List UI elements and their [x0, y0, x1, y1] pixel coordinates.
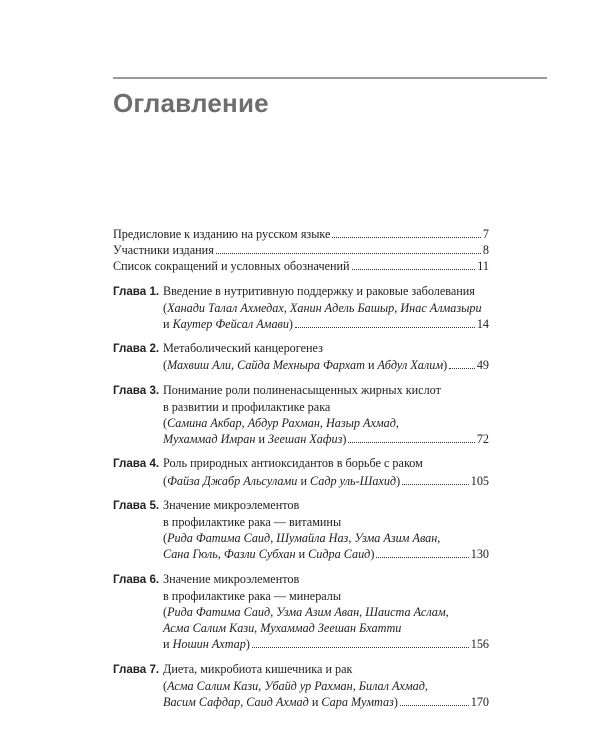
chapter-entry[interactable] — [113, 497, 489, 563]
chapter-line — [113, 546, 489, 562]
page-number: 156 — [470, 637, 489, 652]
chapter-label: Глава 6. — [113, 572, 160, 586]
chapter-line — [113, 588, 489, 604]
author-name: Сара Мумтаз — [321, 695, 394, 710]
chapter-authors: и Каутер Фейсал Амави) — [163, 317, 293, 332]
author-name: Ханади Талал Ахмедах — [167, 300, 284, 315]
page-number: 8 — [482, 243, 489, 258]
author-name: Асма Салим Кази — [163, 621, 255, 636]
chapter-line — [113, 636, 489, 652]
chapter-authors: Васим Сафдар, Саид Ахмад и Сара Мумтаз) — [163, 695, 398, 710]
chapter-first-line — [113, 340, 489, 357]
chapter-authors: и Ношин Ахтар) — [163, 637, 250, 652]
chapter-entry[interactable] — [113, 283, 489, 333]
author-name: Инас Алмазыри — [400, 300, 482, 315]
page-number: 7 — [482, 227, 489, 241]
entry-title: Список сокращений и условных обозначений — [113, 259, 350, 274]
author-name: Абдул Халим — [377, 358, 444, 373]
author-name: Рида Фатима Саид — [167, 531, 271, 546]
dot-leader — [402, 484, 469, 485]
chapter-first-line — [113, 497, 489, 514]
chapter-authors: Асма Салим Кази, Мухаммад Зеешан Бхатти — [163, 621, 402, 636]
chapter-line — [113, 604, 489, 620]
chapter-line — [113, 415, 489, 431]
dot-leader — [348, 442, 474, 443]
chapter-entry[interactable] — [113, 571, 489, 653]
chapter-title: Значение микроэлементов — [163, 571, 300, 586]
chapter-first-line — [113, 571, 489, 588]
chapter-label: Глава 3. — [113, 383, 160, 397]
dot-leader — [376, 557, 468, 558]
author-name: Абдур Рахман — [247, 416, 320, 431]
chapter-title: Диета, микробиота кишечника и рак — [163, 661, 353, 676]
chapter-line — [113, 678, 489, 694]
dot-leader — [216, 253, 481, 254]
author-name: Узма Азим Аван — [276, 605, 360, 620]
author-name: Билал Ахмад — [358, 678, 425, 693]
chapter-entry[interactable] — [113, 382, 489, 448]
top-rule — [113, 77, 547, 79]
chapter-first-line — [113, 661, 489, 678]
page-number: 49 — [476, 358, 489, 373]
chapter-title: Значение микроэлементов — [163, 497, 300, 512]
toc-entry[interactable] — [113, 226, 489, 242]
author-name: Ношин Ахтар — [172, 637, 246, 652]
chapter-label: Глава 5. — [113, 498, 160, 512]
author-name: Саид Ахмад — [246, 695, 309, 710]
toc-entry[interactable] — [113, 242, 489, 258]
author-name: Назыр Ахмад — [325, 416, 396, 431]
author-name: Рида Фатима Саид — [167, 605, 271, 620]
chapter-authors: (Рида Фатима Саид, Шумайла Наз, Узма Азим Аван, — [163, 531, 441, 546]
chapter-title: Роль природных антиоксидантов в борьбе с раком — [163, 456, 423, 471]
chapter-authors: (Асма Салим Кази, Убайд ур Рахман, Билал Ахмад, — [163, 678, 428, 693]
entry-title: Участники издания — [113, 243, 214, 258]
chapter-title: Введение в нутритивную поддержку и раковые заболевания — [163, 283, 475, 298]
chapter-label: Глава 4. — [113, 457, 160, 471]
dot-leader — [252, 647, 469, 648]
chapter-line — [113, 316, 489, 332]
author-name: Мухаммад Имран — [163, 432, 256, 447]
chapter-line — [113, 530, 489, 546]
chapter-authors: (Махвиш Али, Сайда Мехныра Фархат и Абдул Халим) — [163, 358, 448, 373]
chapter-entry[interactable] — [113, 340, 489, 373]
chapter-first-line — [113, 283, 489, 300]
author-name: Шумайла Наз — [276, 531, 349, 546]
chapter-line — [113, 357, 489, 373]
chapter-title: Понимание роли полиненасыщенных жирных кислот — [163, 382, 441, 397]
chapter-first-line — [113, 455, 489, 472]
author-name: Файза Джабр Альсулами — [167, 473, 298, 488]
chapter-authors: (Самина Акбар, Абдур Рахман, Назыр Ахмад, — [163, 416, 399, 431]
author-name: Сайда Мехныра Фархат — [237, 358, 365, 373]
author-name: Зеешан Хафиз — [268, 432, 343, 447]
author-name: Мухаммад Зеешан Бхатти — [260, 621, 402, 636]
page-number: 130 — [470, 547, 489, 562]
chapter-line — [113, 694, 489, 710]
chapter-entry[interactable] — [113, 661, 489, 711]
author-name: Шаиста Аслам — [365, 605, 446, 620]
chapter-line — [113, 399, 489, 415]
toc-entry[interactable] — [113, 258, 489, 274]
table-of-contents — [113, 226, 489, 710]
author-name: Каутер Фейсал Амави — [172, 317, 289, 332]
author-name: Махвиш Али — [167, 358, 232, 373]
author-name: Асма Салим Кази — [167, 678, 259, 693]
chapter-title: в профилактике рака — минералы — [163, 588, 342, 603]
chapter-entry[interactable] — [113, 455, 489, 488]
dot-leader — [400, 705, 469, 706]
entry-title: Предисловие к изданию на русском языке — [113, 227, 331, 241]
author-name: Садр уль-Шахид — [310, 473, 397, 488]
chapter-authors: (Ханади Талал Ахмедах, Ханин Адель Башыр, Инас Алмазыри — [163, 300, 482, 315]
page-number: 11 — [477, 259, 489, 274]
author-name: Самина Акбар — [167, 416, 242, 431]
page-number: 170 — [470, 695, 489, 710]
author-name: Сидра Саид — [308, 547, 371, 562]
chapter-line — [113, 620, 489, 636]
author-name: Фазли Субхан — [223, 547, 296, 562]
chapter-label: Глава 7. — [113, 662, 160, 676]
chapter-line — [113, 300, 489, 316]
author-name: Ханин Адель Башыр — [289, 300, 395, 315]
chapter-authors: (Файза Джабр Альсулами и Садр уль-Шахид) — [163, 473, 401, 488]
chapter-first-line — [113, 382, 489, 399]
chapter-label: Глава 1. — [113, 284, 160, 298]
author-name: Убайд ур Рахман — [264, 678, 353, 693]
chapter-line — [113, 473, 489, 489]
page-number: 105 — [470, 473, 489, 488]
chapter-label: Глава 2. — [113, 342, 160, 356]
dot-leader — [449, 368, 475, 369]
chapter-line — [113, 514, 489, 530]
page-number: 72 — [476, 432, 489, 447]
dot-leader — [352, 269, 476, 270]
chapter-authors: Мухаммад Имран и Зеешан Хафиз) — [163, 432, 347, 447]
page-number: 14 — [476, 317, 489, 332]
chapter-title: в развитии и профилактике рака — [163, 399, 331, 414]
author-name: Васим Сафдар — [163, 695, 241, 710]
chapter-title: в профилактике рака — витамины — [163, 515, 342, 530]
author-name: Узма Азим Аван — [354, 531, 438, 546]
author-name: Сана Гюль — [163, 547, 218, 562]
chapter-authors: (Рида Фатима Саид, Узма Азим Аван, Шаиста Аслам, — [163, 605, 449, 620]
dot-leader — [332, 237, 480, 238]
chapter-line — [113, 431, 489, 447]
chapter-title: Метаболический канцерогенез — [163, 341, 323, 356]
page-title: Оглавление — [113, 88, 269, 118]
chapter-authors: Сана Гюль, Фазли Субхан и Сидра Саид) — [163, 547, 375, 562]
dot-leader — [295, 327, 475, 328]
